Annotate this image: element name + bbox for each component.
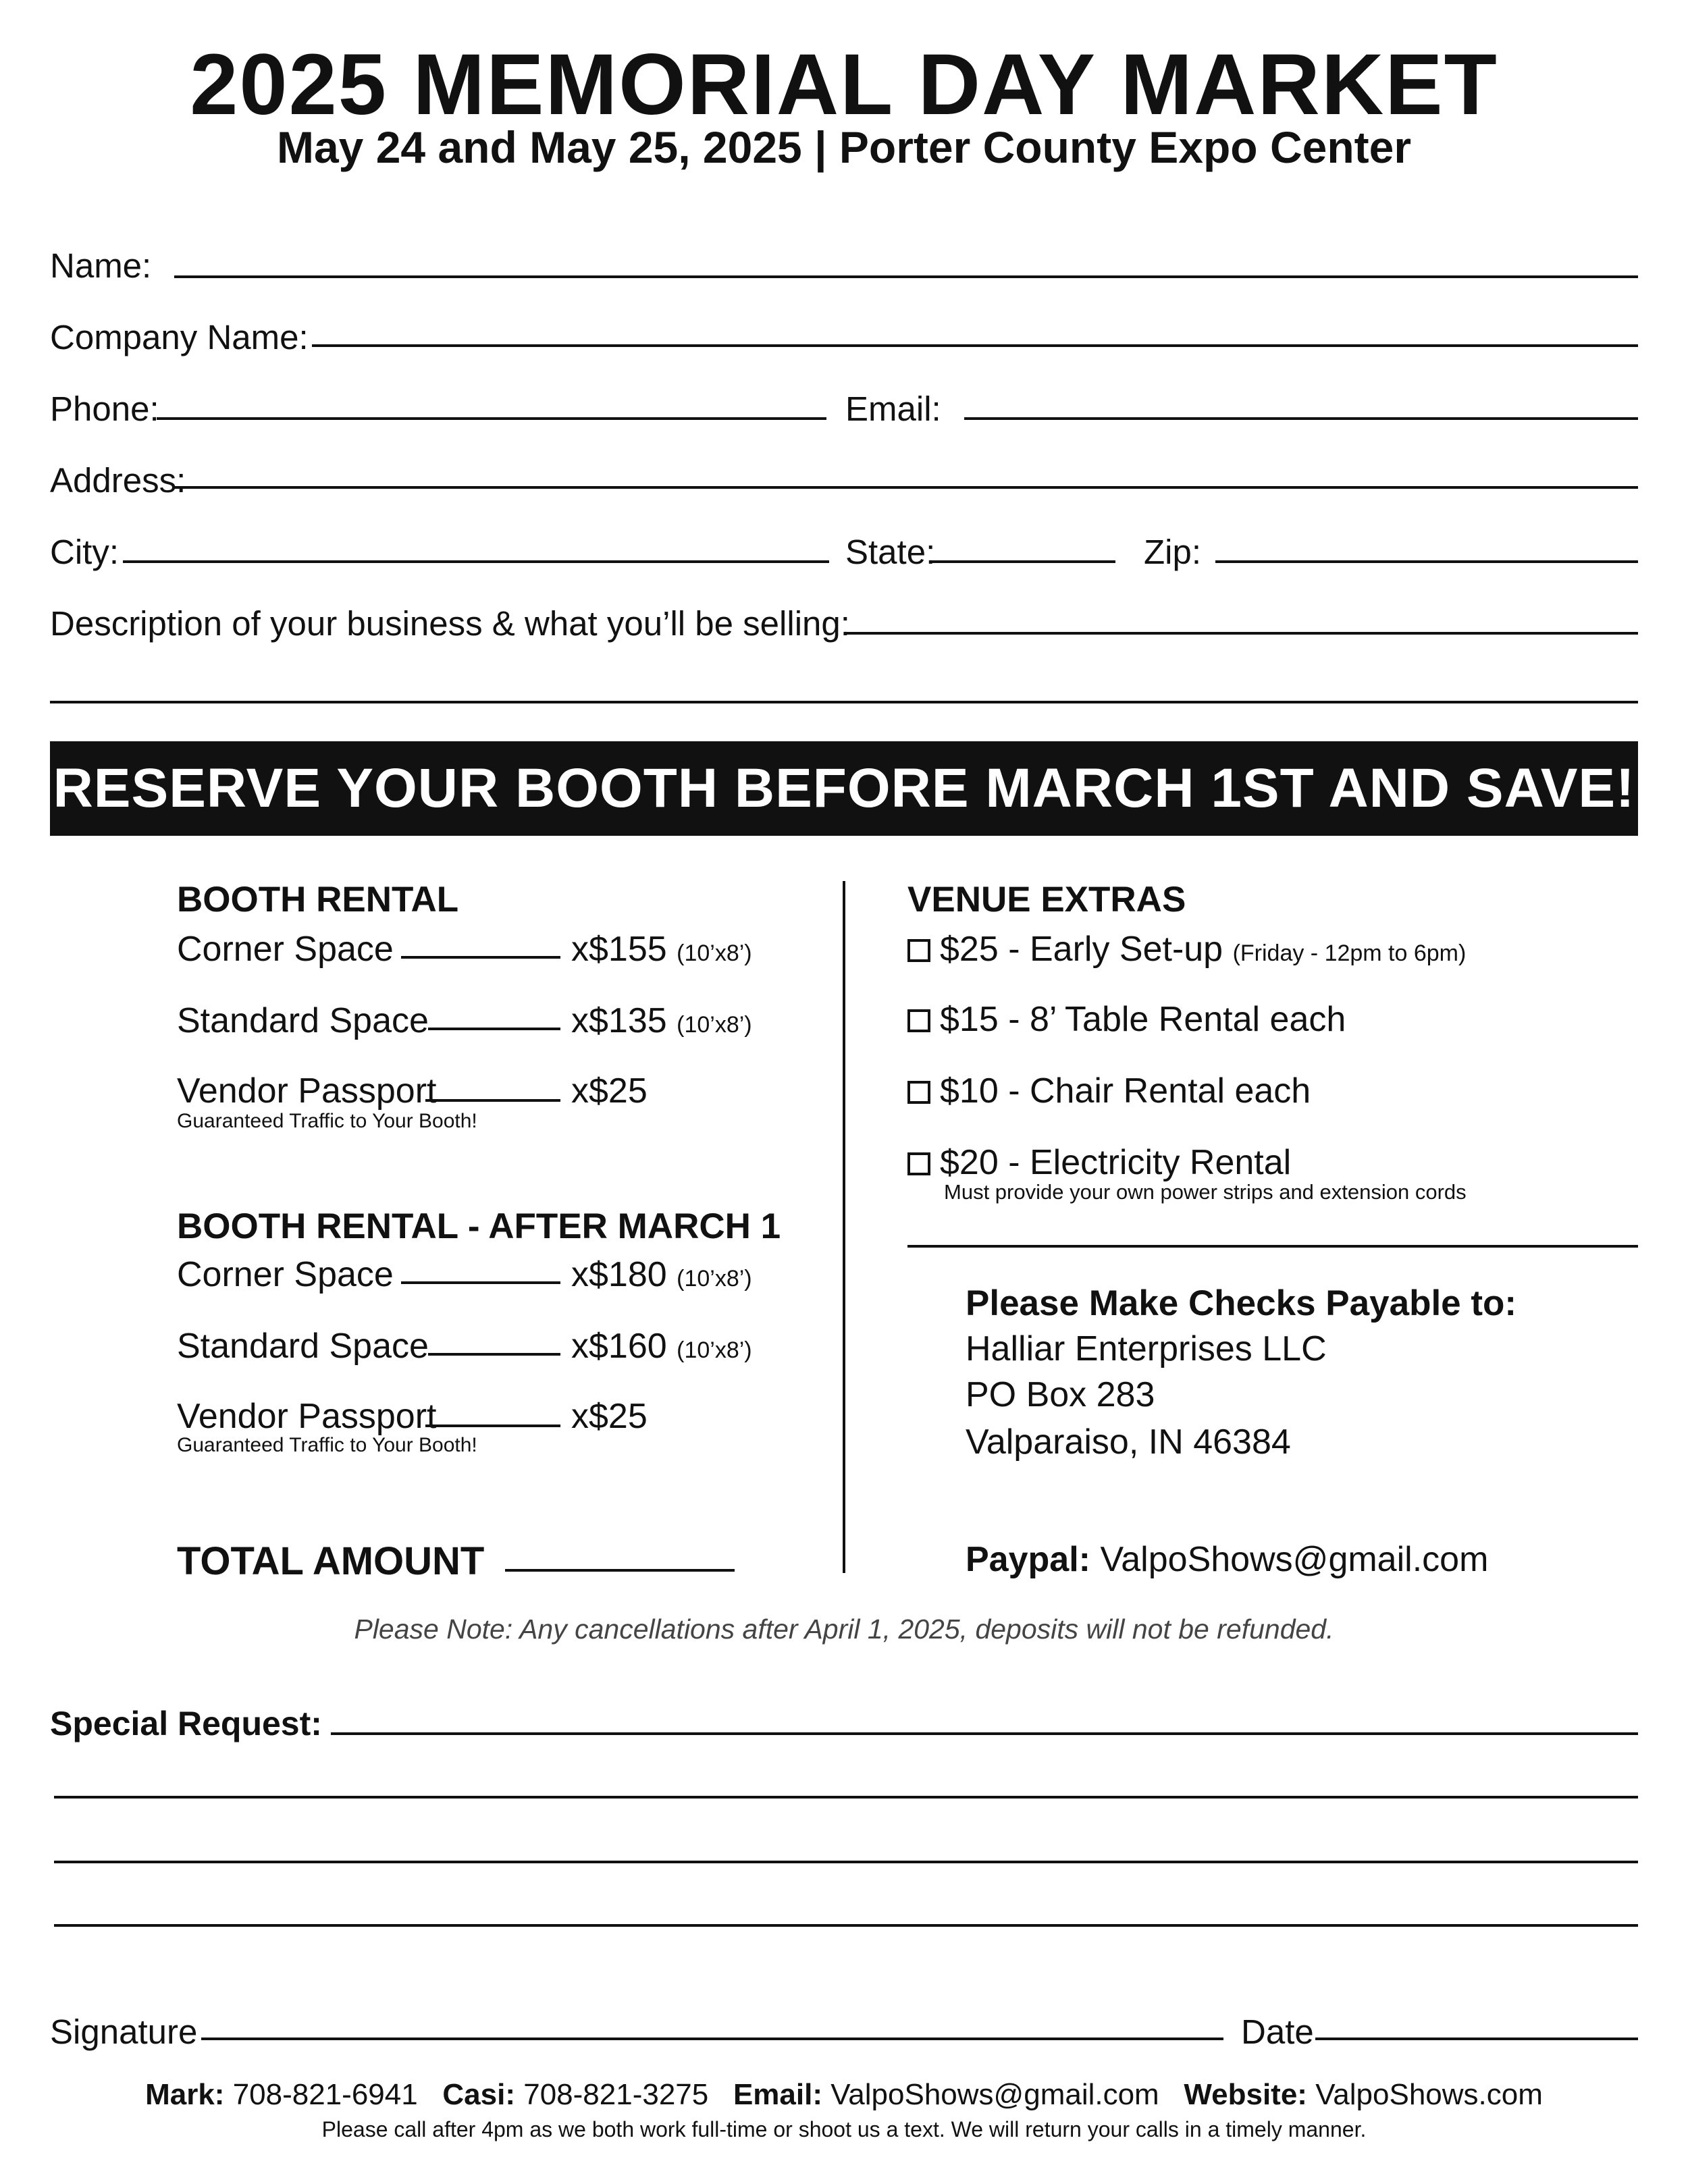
special-request-field-line-2[interactable]: [54, 1796, 1638, 1799]
electricity-rental-label: $20 - Electricity Rental: [940, 1143, 1292, 1182]
vendor-passport-price: x$25: [571, 1071, 648, 1111]
website-label: Website:: [1184, 2078, 1307, 2111]
corner-space-after-qty-field[interactable]: [401, 1281, 560, 1284]
chair-rental-checkbox[interactable]: [907, 1081, 930, 1104]
phone-label: Phone:: [50, 390, 159, 428]
total-amount-field[interactable]: [505, 1569, 735, 1572]
standard-space-label: Standard Space: [177, 1001, 429, 1040]
name-field[interactable]: [174, 275, 1638, 278]
city-field[interactable]: [123, 560, 829, 563]
extras-divider: [907, 1245, 1638, 1248]
corner-space-label: Corner Space: [177, 930, 394, 969]
state-label: State:: [845, 533, 936, 571]
standard-space-size: (10’x8’): [677, 1012, 752, 1038]
reserve-banner: [50, 741, 1638, 836]
date-field[interactable]: [1315, 2037, 1638, 2040]
vendor-passport-after-qty-field[interactable]: [425, 1424, 560, 1427]
booth-rental-after-heading: BOOTH RENTAL - AFTER MARCH 1: [177, 1206, 781, 1246]
payee-name: Halliar Enterprises LLC: [966, 1329, 1327, 1368]
cancellation-note: Please Note: Any cancellations after April 1, 2025, deposits will not be refunded.: [354, 1614, 1334, 1645]
corner-space-after-price: [571, 1257, 752, 1292]
standard-space-price: [571, 1003, 752, 1038]
electricity-rental-option[interactable]: [907, 1145, 1291, 1180]
standard-space-after-price-value: x$160: [571, 1327, 667, 1366]
special-request-label: Special Request:: [50, 1705, 322, 1742]
zip-field[interactable]: [1215, 560, 1638, 563]
description-field[interactable]: [847, 632, 1638, 635]
corner-space-price-value: x$155: [571, 930, 667, 969]
description-label: Description of your business & what you’ll be selling:: [50, 604, 850, 643]
reserve-banner-text: RESERVE YOUR BOOTH BEFORE MARCH 1ST AND SAVE!: [53, 757, 1635, 819]
payable-heading: Please Make Checks Payable to:: [966, 1283, 1517, 1323]
standard-space-price-value: x$135: [571, 1001, 667, 1040]
address-label: Address:: [50, 461, 186, 500]
paypal-label: Paypal:: [966, 1540, 1090, 1579]
page-title: 2025 MEMORIAL DAY MARKET: [190, 36, 1498, 133]
vendor-passport-label: Vendor Passport: [177, 1071, 437, 1111]
corner-space-qty-field[interactable]: [401, 956, 560, 959]
column-divider: [843, 881, 845, 1573]
standard-space-after-price: [571, 1329, 752, 1364]
corner-space-after-price-value: x$180: [571, 1255, 667, 1294]
corner-space-price: [571, 932, 752, 967]
description-field-line-2[interactable]: [50, 701, 1638, 703]
website-url: ValpoShows.com: [1315, 2078, 1543, 2111]
paypal-email: ValpoShows@gmail.com: [1100, 1540, 1489, 1579]
footer-email: ValpoShows@gmail.com: [830, 2078, 1159, 2111]
mark-phone: 708-821-6941: [232, 2078, 418, 2111]
vendor-passport-note: Guaranteed Traffic to Your Booth!: [177, 1110, 477, 1132]
table-rental-label: $15 - 8’ Table Rental each: [940, 1000, 1346, 1039]
standard-space-qty-field[interactable]: [428, 1028, 560, 1030]
corner-space-size: (10’x8’): [677, 940, 752, 966]
electricity-rental-note: Must provide your own power strips and extension cords: [944, 1180, 1467, 1204]
chair-rental-option[interactable]: [907, 1073, 1311, 1109]
vendor-passport-after-price: x$25: [571, 1397, 648, 1436]
email-field[interactable]: [964, 417, 1638, 420]
vendor-passport-after-label: Vendor Passport: [177, 1397, 437, 1436]
casi-phone: 708-821-3275: [523, 2078, 709, 2111]
name-label: Name:: [50, 246, 152, 285]
table-rental-checkbox[interactable]: [907, 1009, 930, 1032]
special-request-field-line-4[interactable]: [54, 1924, 1638, 1927]
vendor-passport-qty-field[interactable]: [425, 1099, 560, 1102]
venue-extras-heading: VENUE EXTRAS: [907, 880, 1186, 920]
company-field[interactable]: [312, 344, 1638, 347]
payee-address-line2: Valparaiso, IN 46384: [966, 1422, 1291, 1462]
table-rental-option[interactable]: [907, 1002, 1346, 1037]
footer-note: Please call after 4pm as we both work full-time or shoot us a text. We will return your calls in a timely manner.: [321, 2117, 1367, 2141]
early-setup-checkbox[interactable]: [907, 939, 930, 962]
signature-label: Signature: [50, 2013, 198, 2051]
signature-field[interactable]: [201, 2037, 1223, 2040]
corner-space-after-label: Corner Space: [177, 1255, 394, 1294]
vendor-passport-after-note: Guaranteed Traffic to Your Booth!: [177, 1434, 477, 1456]
company-label: Company Name:: [50, 318, 309, 356]
address-field[interactable]: [174, 486, 1638, 489]
casi-label: Casi:: [442, 2078, 515, 2111]
standard-space-after-label: Standard Space: [177, 1327, 429, 1366]
early-setup-label: $25 - Early Set-up: [940, 930, 1223, 969]
mark-label: Mark:: [145, 2078, 225, 2111]
booth-rental-heading: BOOTH RENTAL: [177, 880, 459, 920]
email-label: Email:: [845, 390, 941, 428]
early-setup-note: (Friday - 12pm to 6pm): [1232, 940, 1467, 966]
special-request-field-line-3[interactable]: [54, 1861, 1638, 1863]
date-label: Date: [1241, 2013, 1314, 2051]
standard-space-after-qty-field[interactable]: [428, 1353, 560, 1356]
state-field[interactable]: [930, 560, 1115, 563]
contact-footer: [0, 2078, 1688, 2112]
page-subtitle: May 24 and May 25, 2025 | Porter County Expo Center: [276, 122, 1412, 172]
zip-label: Zip:: [1144, 533, 1202, 571]
footer-email-label: Email:: [733, 2078, 822, 2111]
special-request-field[interactable]: [331, 1732, 1638, 1735]
paypal-line: [966, 1542, 1488, 1577]
electricity-rental-checkbox[interactable]: [907, 1152, 930, 1175]
standard-space-after-size: (10’x8’): [677, 1337, 752, 1363]
total-amount-label: TOTAL AMOUNT: [177, 1539, 485, 1583]
early-setup-option[interactable]: [907, 932, 1466, 967]
phone-field[interactable]: [157, 417, 826, 420]
chair-rental-label: $10 - Chair Rental each: [940, 1071, 1311, 1111]
corner-space-after-size: (10’x8’): [677, 1266, 752, 1291]
city-label: City:: [50, 533, 119, 571]
payee-address-line1: PO Box 283: [966, 1375, 1155, 1414]
